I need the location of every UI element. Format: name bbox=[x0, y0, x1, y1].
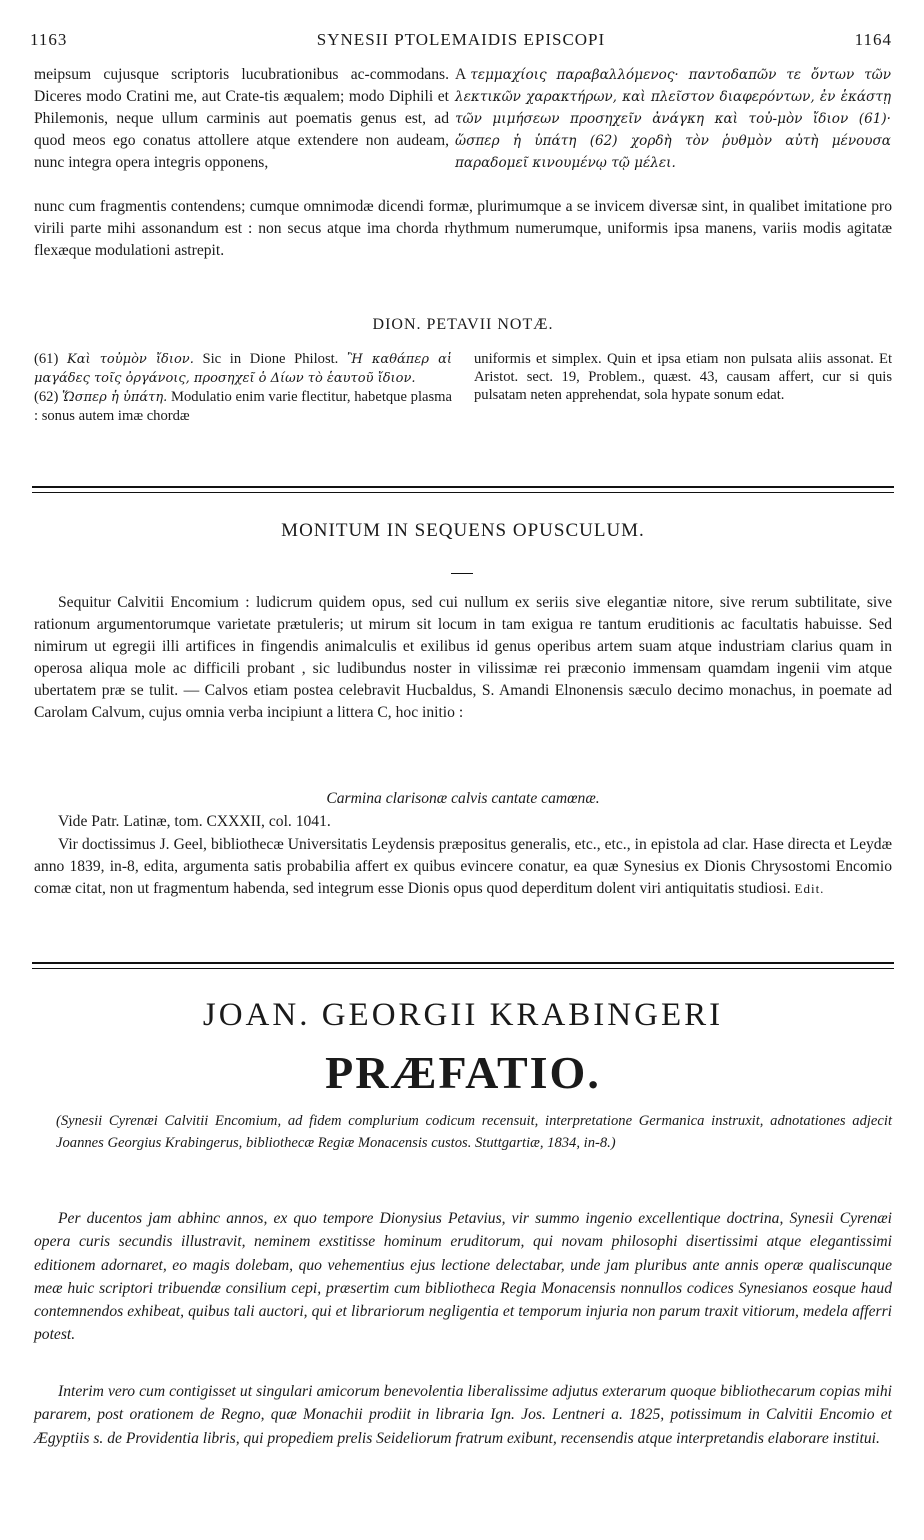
column-marker: A bbox=[455, 66, 467, 83]
running-title: SYNESII PTOLEMAIDIS EPISCOPI bbox=[316, 30, 606, 49]
latin-column: meipsum cujusque scriptoris lucubrationibus ac-commodans. Diceres modo Cratini me, aut Crate-tis æqualem; modo Diphili et Philemonis, neque ullum carminis aut poematis genus est, ad quod meos ego conatus attollere atque extendere non audeam, nunc integra opera integris opponens, bbox=[34, 66, 449, 171]
note-62-text: Modulatio enim varie flectitur, habetque plasma : sonus autem imæ chordæ bbox=[34, 389, 452, 424]
note-61-label: (61) bbox=[34, 351, 59, 367]
section-divider-bottom-thin bbox=[32, 968, 894, 969]
section-divider-top bbox=[32, 486, 894, 488]
page-number-left: 1163 bbox=[30, 30, 68, 49]
note-62-label: (62) bbox=[34, 389, 59, 405]
monitum-vide: Vide Patr. Latinæ, tom. CXXXII, col. 1041. bbox=[58, 813, 331, 830]
note-61-text: Sic in Dione Philost. bbox=[202, 351, 339, 367]
praefatio-author: JOAN. GEORGII KRABINGERI bbox=[202, 997, 724, 1033]
note-62-greek: Ὥσπερ ἡ ὑπάτη. bbox=[62, 390, 168, 405]
praefatio-subnote: (Synesii Cyrenæi Calvitii Encomium, ad fidem complurium codicum recensuit, interpretatione Germanica instruxit, adnotationes adjecit Joannes Georgius Krabingerus, bibliothecæ Regiæ Monacensis custos. Stuttgartiæ, 1834, in-8.) bbox=[56, 1113, 892, 1151]
praefatio-title: PRÆFATIO. bbox=[325, 1047, 601, 1098]
greek-column-text bbox=[455, 64, 891, 174]
editor-mark: Edit. bbox=[794, 881, 825, 896]
praefatio-paragraph-1: Per ducentos jam abhinc annos, ex quo tempore Dionysius Petavius, vir summo ingenio excellentique doctrina, Synesii Cyrenæi opera curis secundis illustravit, neminem exstitisse hominum eruditorum, qui novam philosophi disertissimi atque elegantissimi editionem adornaret, eo magis dolebam, quo vehementius ejus lectione delectabar, unde jam pluribus ante annis operæ qualiscunque meæ huic scriptori tribuendæ consilium cepi, præsertim cum bibliotheca Regia Monacensis nonnullos codices Synesianos eosque haud contemnendos exhibeat, quibus tali auctori, qui et librariorum negligentia et temporum injuria non parum traxit vitiorum, medela afferri potest. bbox=[34, 1210, 892, 1344]
monitum-vir: Vir doctissimus J. Geel, bibliothecæ Universitatis Leydensis præpositus generalis, etc., etc., in epistola ad clar. Hase directa et Leydæ anno 1839, in-8, edita, argumenta satis probabilia affert ex quibus evincere conatur, ea quæ Synesius ex Dionis Chrysostomi Encomio comæ citat, non ut fragmentum habenda, sed integrum esse Dionis opus quod deperditum dolent viri antiquitatis studiosi. bbox=[34, 836, 892, 897]
greek-column: τεμμαχίοις παραβαλλόμενος· παντοδαπῶν τε ὄντων τῶν λεκτικῶν χαρακτήρων, καὶ πλεῖστον διαφερόντων, ἐν ἑκάστῃ τῶν μιμήσεων προσηχεῖν ἀνάγκη καὶ τοὐ-μὸν ἴδιον (61)· ὥσπερ ἡ ὑπάτη (62) χορδὴ τὸν ῥυθμὸν αὐτὴ μένουσα παραδομεῖ κινουμένῳ τῷ μέλει. bbox=[455, 67, 891, 171]
note-61-quote: Ἢ καθάπερ αἱ μαγάδες τοῖς ὀργάνοις, προσηχεῖ ὁ Δίων τὸ ἑαυτοῦ ἴδιον. bbox=[34, 352, 452, 386]
running-header bbox=[30, 30, 892, 54]
notes-title: DION. PETAVII NOTÆ. bbox=[372, 316, 554, 333]
latin-continuation: nunc cum fragmentis contendens; cumque omnimodæ dicendi formæ, plurimumque a se invicem diversæ sint, in qualibet imitatione pro virili parte mihi assonandum est : non secus atque ima chorda rhythmum numerumque, uniformis ipsa manens, variis modis agitatæ flexæque modulationi astrepit. bbox=[34, 198, 892, 259]
page-number-right: 1164 bbox=[854, 30, 892, 49]
section-divider-bottom bbox=[32, 962, 894, 964]
monitum-paragraph: Sequitur Calvitii Encomium : ludicrum quidem opus, sed cui nullum ex seriis sive elegantiæ nitore, sive rerum subtilitate, sive rationum argumentorumque varietate prætuleris; ut mirum sit locum in tam exigua re tantum eruditionis ac facultatis habuisse. Sed nimirum ut egregii illi artifices in fingendis animalculis et exilibus id genus operibus artem suam atque industriam clarius quam in operosa aliqua mole ac difficili probant , sic ludibundus noster in vilissimæ rei præconio immensam quamdam ingenii vim atque ubertatem præ se tulit. — Calvos etiam postea celebravit Hucbaldus, S. Amandi Elnonensis sæculo decimo monachus, in poemate ad Carolam Calvum, cujus omnia verba incipiunt a littera C, hoc initio : bbox=[34, 594, 892, 721]
monitum-verse: Carmina clarisonæ calvis cantate camœnæ. bbox=[326, 790, 600, 807]
note-61-greek: Καὶ τοὐμὸν ἴδιον. bbox=[66, 352, 194, 367]
monitum-vir-paragraph bbox=[34, 834, 892, 900]
section-divider-thin bbox=[32, 492, 894, 493]
praefatio-paragraph-2: Interim vero cum contigisset ut singulari amicorum benevolentia liberalissime adjutus exterarum quoque bibliothecarum copias mihi pararem, post orationem de Regno, quæ Monachii prodiit in libraria Ign. Jos. Lentneri a. 1825, potissimum in Calvitii Encomio et Ægyptiis s. de Providentia libris, qui propediem prelis Seideliorum fratrum exibunt, recensendis atque interpretandis elaborare institui. bbox=[34, 1383, 892, 1447]
title-dash bbox=[451, 573, 473, 574]
latin-column-text bbox=[34, 64, 449, 174]
monitum-title: MONITUM IN SEQUENS OPUSCULUM. bbox=[281, 520, 645, 541]
notes-right-column: uniformis et simplex. Quin et ipsa etiam non pulsata aliis assonat. Et Aristot. sect. 19, Problem., quæst. 43, causam affert, cur si quis pulsatam neten apprehendat, sola hypate sonum edat. bbox=[474, 351, 892, 403]
notes-left-column bbox=[34, 350, 452, 425]
